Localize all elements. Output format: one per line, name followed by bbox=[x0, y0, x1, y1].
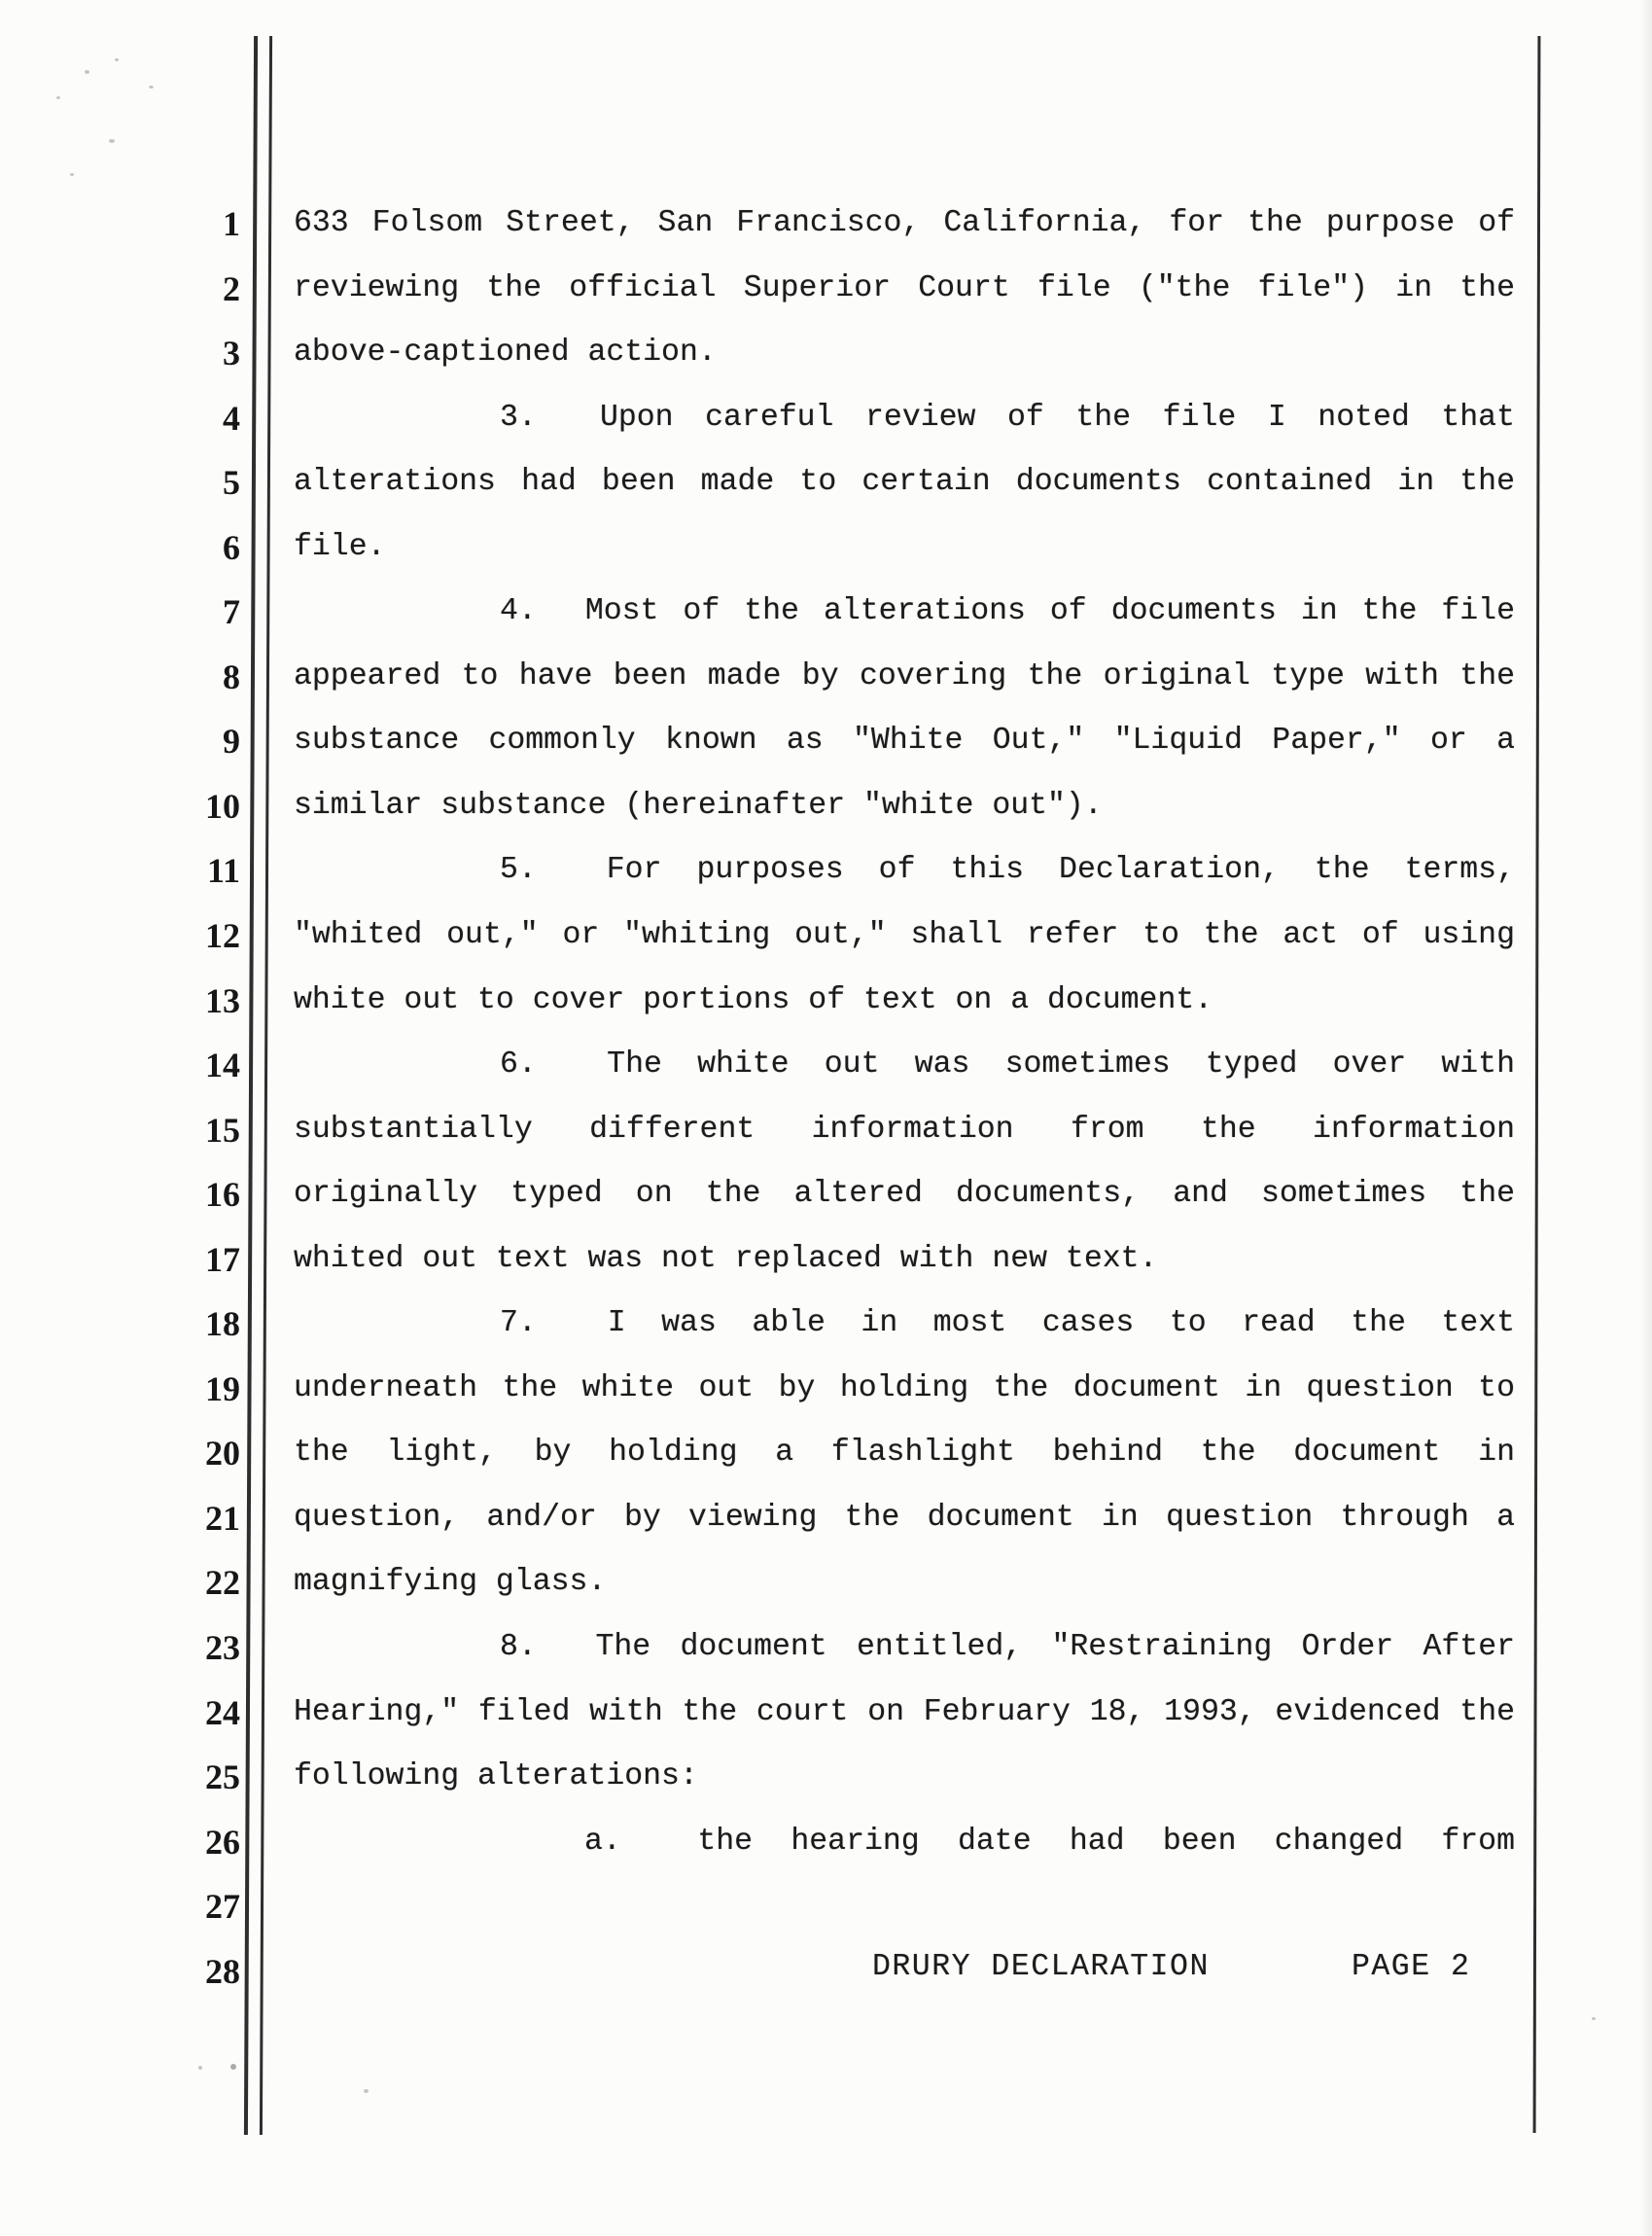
pleading-line-row bbox=[0, 904, 1652, 969]
line-number: 19 bbox=[205, 1368, 240, 1408]
line-number: 27 bbox=[205, 1887, 240, 1927]
pleading-line-row bbox=[0, 1615, 1652, 1681]
pleading-line-row bbox=[0, 774, 1652, 839]
text-line: whited out text was not replaced with new text. bbox=[294, 1241, 1158, 1276]
pleading-line-row bbox=[0, 1227, 1652, 1293]
pleading-line-row bbox=[0, 1810, 1652, 1875]
line-number: 5 bbox=[223, 463, 240, 503]
text-line: above-captioned action. bbox=[294, 336, 717, 371]
text-line: underneath the white out by holding the document in question to bbox=[294, 1370, 1515, 1405]
text-line: reviewing the official Superior Court file ("the file") in the bbox=[294, 270, 1515, 305]
line-number: 28 bbox=[205, 1951, 240, 1991]
scan-speck bbox=[85, 70, 89, 74]
text-line: substance commonly known as "White Out," "Liquid Paper," or a bbox=[294, 724, 1515, 759]
line-number: 21 bbox=[205, 1498, 240, 1538]
scan-speck bbox=[198, 2066, 202, 2070]
line-number: 2 bbox=[223, 268, 240, 308]
pleading-line-row bbox=[0, 1357, 1652, 1422]
footer-document-title: DRURY DECLARATION bbox=[872, 1950, 1210, 1984]
line-number: 12 bbox=[205, 916, 240, 956]
text-line: 8. The document entitled, "Restraining Order After bbox=[500, 1630, 1515, 1665]
line-number: 22 bbox=[205, 1563, 240, 1603]
pleading-line-row bbox=[0, 1745, 1652, 1810]
text-line: 633 Folsom Street, San Francisco, California, for the purpose of bbox=[294, 206, 1515, 240]
text-line: 3. Upon careful review of the file I noted that bbox=[500, 400, 1515, 435]
pleading-line-row bbox=[0, 838, 1652, 904]
line-number: 4 bbox=[223, 398, 240, 438]
scan-speck bbox=[109, 139, 115, 143]
text-line: originally typed on the altered documents, and sometimes the bbox=[294, 1177, 1515, 1212]
pleading-line-row bbox=[0, 1292, 1652, 1357]
line-number: 24 bbox=[205, 1692, 240, 1732]
line-number: 3 bbox=[223, 334, 240, 373]
line-number: 14 bbox=[205, 1046, 240, 1085]
pleading-line-row bbox=[0, 1486, 1652, 1551]
pleading-line-row bbox=[0, 1033, 1652, 1098]
text-line: following alterations: bbox=[294, 1759, 698, 1794]
scan-edge-shadow bbox=[1640, 0, 1652, 2236]
text-line: magnifying glass. bbox=[294, 1565, 607, 1600]
pleading-lines bbox=[0, 192, 1652, 2004]
pleading-line-row bbox=[0, 515, 1652, 581]
pleading-line-row bbox=[0, 1681, 1652, 1746]
footer-page-number: PAGE 2 bbox=[1352, 1950, 1471, 1984]
text-line: "whited out," or "whiting out," shall refer to the act of using bbox=[294, 918, 1515, 953]
line-number: 7 bbox=[223, 592, 240, 632]
text-line bbox=[294, 1874, 1515, 1939]
pleading-line-row bbox=[0, 192, 1652, 257]
text-line: 5. For purposes of this Declaration, the terms, bbox=[500, 853, 1515, 888]
line-number: 11 bbox=[206, 851, 240, 891]
line-number: 17 bbox=[205, 1239, 240, 1279]
pleading-line-row bbox=[0, 1098, 1652, 1163]
pleading-line-row bbox=[0, 257, 1652, 322]
text-line: alterations had been made to certain documents contained in the bbox=[294, 465, 1515, 500]
scan-speck bbox=[364, 2089, 369, 2093]
pleading-line-row bbox=[0, 1162, 1652, 1227]
line-number: 9 bbox=[223, 722, 240, 762]
text-line: 4. Most of the alterations of documents in the file bbox=[500, 594, 1515, 629]
pleading-line-row bbox=[0, 645, 1652, 710]
scan-speck bbox=[1592, 2017, 1596, 2020]
scan-speck bbox=[56, 96, 60, 99]
text-line: similar substance (hereinafter "white out"). bbox=[294, 788, 1103, 823]
line-number: 8 bbox=[223, 657, 240, 696]
line-number: 13 bbox=[205, 980, 240, 1020]
pleading-line-row bbox=[0, 386, 1652, 451]
text-line: the light, by holding a flashlight behind the document in bbox=[294, 1436, 1515, 1471]
text-line: Hearing," filed with the court on February 18, 1993, evidenced the bbox=[294, 1694, 1515, 1729]
line-number: 6 bbox=[223, 527, 240, 567]
pleading-line-row bbox=[0, 580, 1652, 645]
line-number: 20 bbox=[205, 1434, 240, 1473]
pleading-line-row bbox=[0, 969, 1652, 1034]
pleading-line-row bbox=[0, 1874, 1652, 1939]
scan-speck bbox=[230, 2064, 236, 2070]
scan-speck bbox=[149, 86, 154, 89]
text-line: white out to cover portions of text on a document. bbox=[294, 982, 1213, 1017]
line-number: 18 bbox=[205, 1304, 240, 1344]
line-number: 25 bbox=[205, 1757, 240, 1797]
line-number: 10 bbox=[205, 786, 240, 826]
text-line: appeared to have been made by covering the original type with the bbox=[294, 658, 1515, 693]
scan-speck bbox=[70, 173, 74, 176]
scan-speck bbox=[115, 58, 119, 61]
text-line: a. the hearing date had been changed from bbox=[584, 1824, 1515, 1859]
line-number: 23 bbox=[205, 1628, 240, 1668]
text-line: 7. I was able in most cases to read the text bbox=[500, 1306, 1515, 1341]
pleading-line-row bbox=[0, 1421, 1652, 1486]
pleading-line-row bbox=[0, 709, 1652, 774]
pleading-line-row bbox=[0, 1550, 1652, 1615]
text-line: question, and/or by viewing the document in question through a bbox=[294, 1500, 1515, 1535]
pleading-line-row bbox=[0, 450, 1652, 515]
text-line: substantially different information from the information bbox=[294, 1112, 1515, 1147]
line-number: 26 bbox=[205, 1822, 240, 1862]
text-line: file. bbox=[294, 529, 386, 564]
line-number: 15 bbox=[205, 1110, 240, 1150]
pleading-line-row bbox=[0, 321, 1652, 386]
line-number: 1 bbox=[223, 204, 240, 243]
text-line: 6. The white out was sometimes typed over with bbox=[500, 1047, 1515, 1083]
line-number: 16 bbox=[205, 1175, 240, 1215]
